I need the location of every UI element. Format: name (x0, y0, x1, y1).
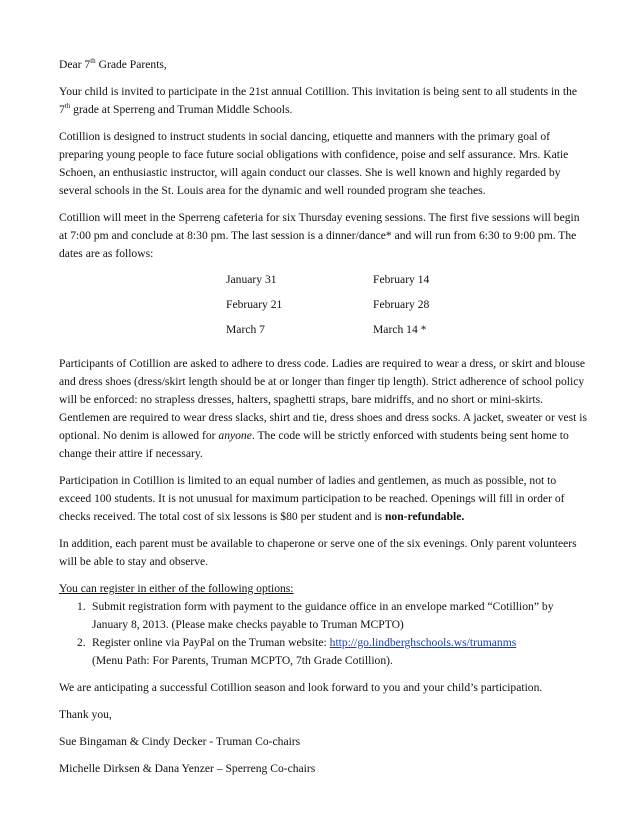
session-dates (59, 271, 589, 347)
options-heading: You can register in either of the following options: (59, 582, 294, 595)
date-item: February 21 (226, 298, 283, 311)
letter-body (59, 56, 589, 787)
date-item: March 14 * (373, 323, 427, 336)
list-item: 1. Submit registration form with payment to the guidance office in an envelope marked “Cotillion” by January 8, 2013. (Please make checks payable to Truman MCPTO) (77, 600, 554, 631)
registration-options (59, 598, 589, 670)
intro-paragraph: Your child is invited to participate in the 21st annual Cotillion. This invitation is being sent to all students in the 7th grade at Sperreng and Truman Middle Schools. (59, 85, 578, 116)
salutation: Dear 7th Grade Parents, (59, 57, 167, 71)
date-item: February 14 (373, 273, 430, 286)
sign-off: Thank you, (59, 708, 112, 721)
list-item: 2. Register online via PayPal on the Truman website: http://go.lindberghschools.ws/trumanms (Menu Path: For Parents, Truman MCPTO, 7th Grade Cotillion). (77, 636, 517, 667)
signature-sperreng: Michelle Dirksen & Dana Yenzer – Sperreng Co-chairs (59, 762, 316, 775)
date-item: January 31 (226, 273, 277, 286)
chaperone-paragraph: In addition, each parent must be available to chaperone or serve one of the six evenings. Only parent volunteers will be able to stay and observe. (59, 537, 577, 568)
date-item: March 7 (226, 323, 265, 336)
website-link[interactable]: http://go.lindberghschools.ws/trumanms (329, 636, 517, 649)
dress-code-paragraph: Participants of Cotillion are asked to adhere to dress code. Ladies are required to wear a dress, or skirt and blouse and dress shoes (dress/skirt length should be at or longer than finger tip length). Strict adherence of school policy will be enforced: no strapless dresses, halters, spaghetti straps, bare midriffs, and no short or mini-skirts. Gentlemen are required to wear dress slacks, shirt and tie, dress shoes and dress socks. A jacket, sweater or vest is optional. No denim is allowed for anyone. The code will be strictly enforced with students being sent home to change their attire if necessary. (59, 357, 588, 460)
closing-paragraph: We are anticipating a successful Cotillion season and look forward to you and your child’s participation. (59, 681, 543, 694)
date-item: February 28 (373, 298, 430, 311)
description-paragraph: Cotillion is designed to instruct students in social dancing, etiquette and manners with the primary goal of preparing young people to face future social obligations with confidence, poise and self assurance. Mrs. Katie Schoen, an enthusiastic instructor, will again conduct our classes. She is well known and highly regarded by several schools in the St. Louis area for the dynamic and well rounded program she teaches. (59, 130, 569, 197)
signature-truman: Sue Bingaman & Cindy Decker - Truman Co-chairs (59, 735, 301, 748)
schedule-paragraph: Cotillion will meet in the Sperreng cafeteria for six Thursday evening sessions. The first five sessions will begin at 7:00 pm and conclude at 8:30 pm. The last session is a dinner/dance* and will run from 6:30 to 9:00 pm. The dates are as follows: (59, 211, 580, 260)
participation-paragraph: Participation in Cotillion is limited to an equal number of ladies and gentlemen, as much as possible, not to exceed 100 students. It is not unusual for maximum participation to be reached. Openings will fill in order of checks received. The total cost of six lessons is $80 per student and is non-refundable. (59, 474, 565, 523)
